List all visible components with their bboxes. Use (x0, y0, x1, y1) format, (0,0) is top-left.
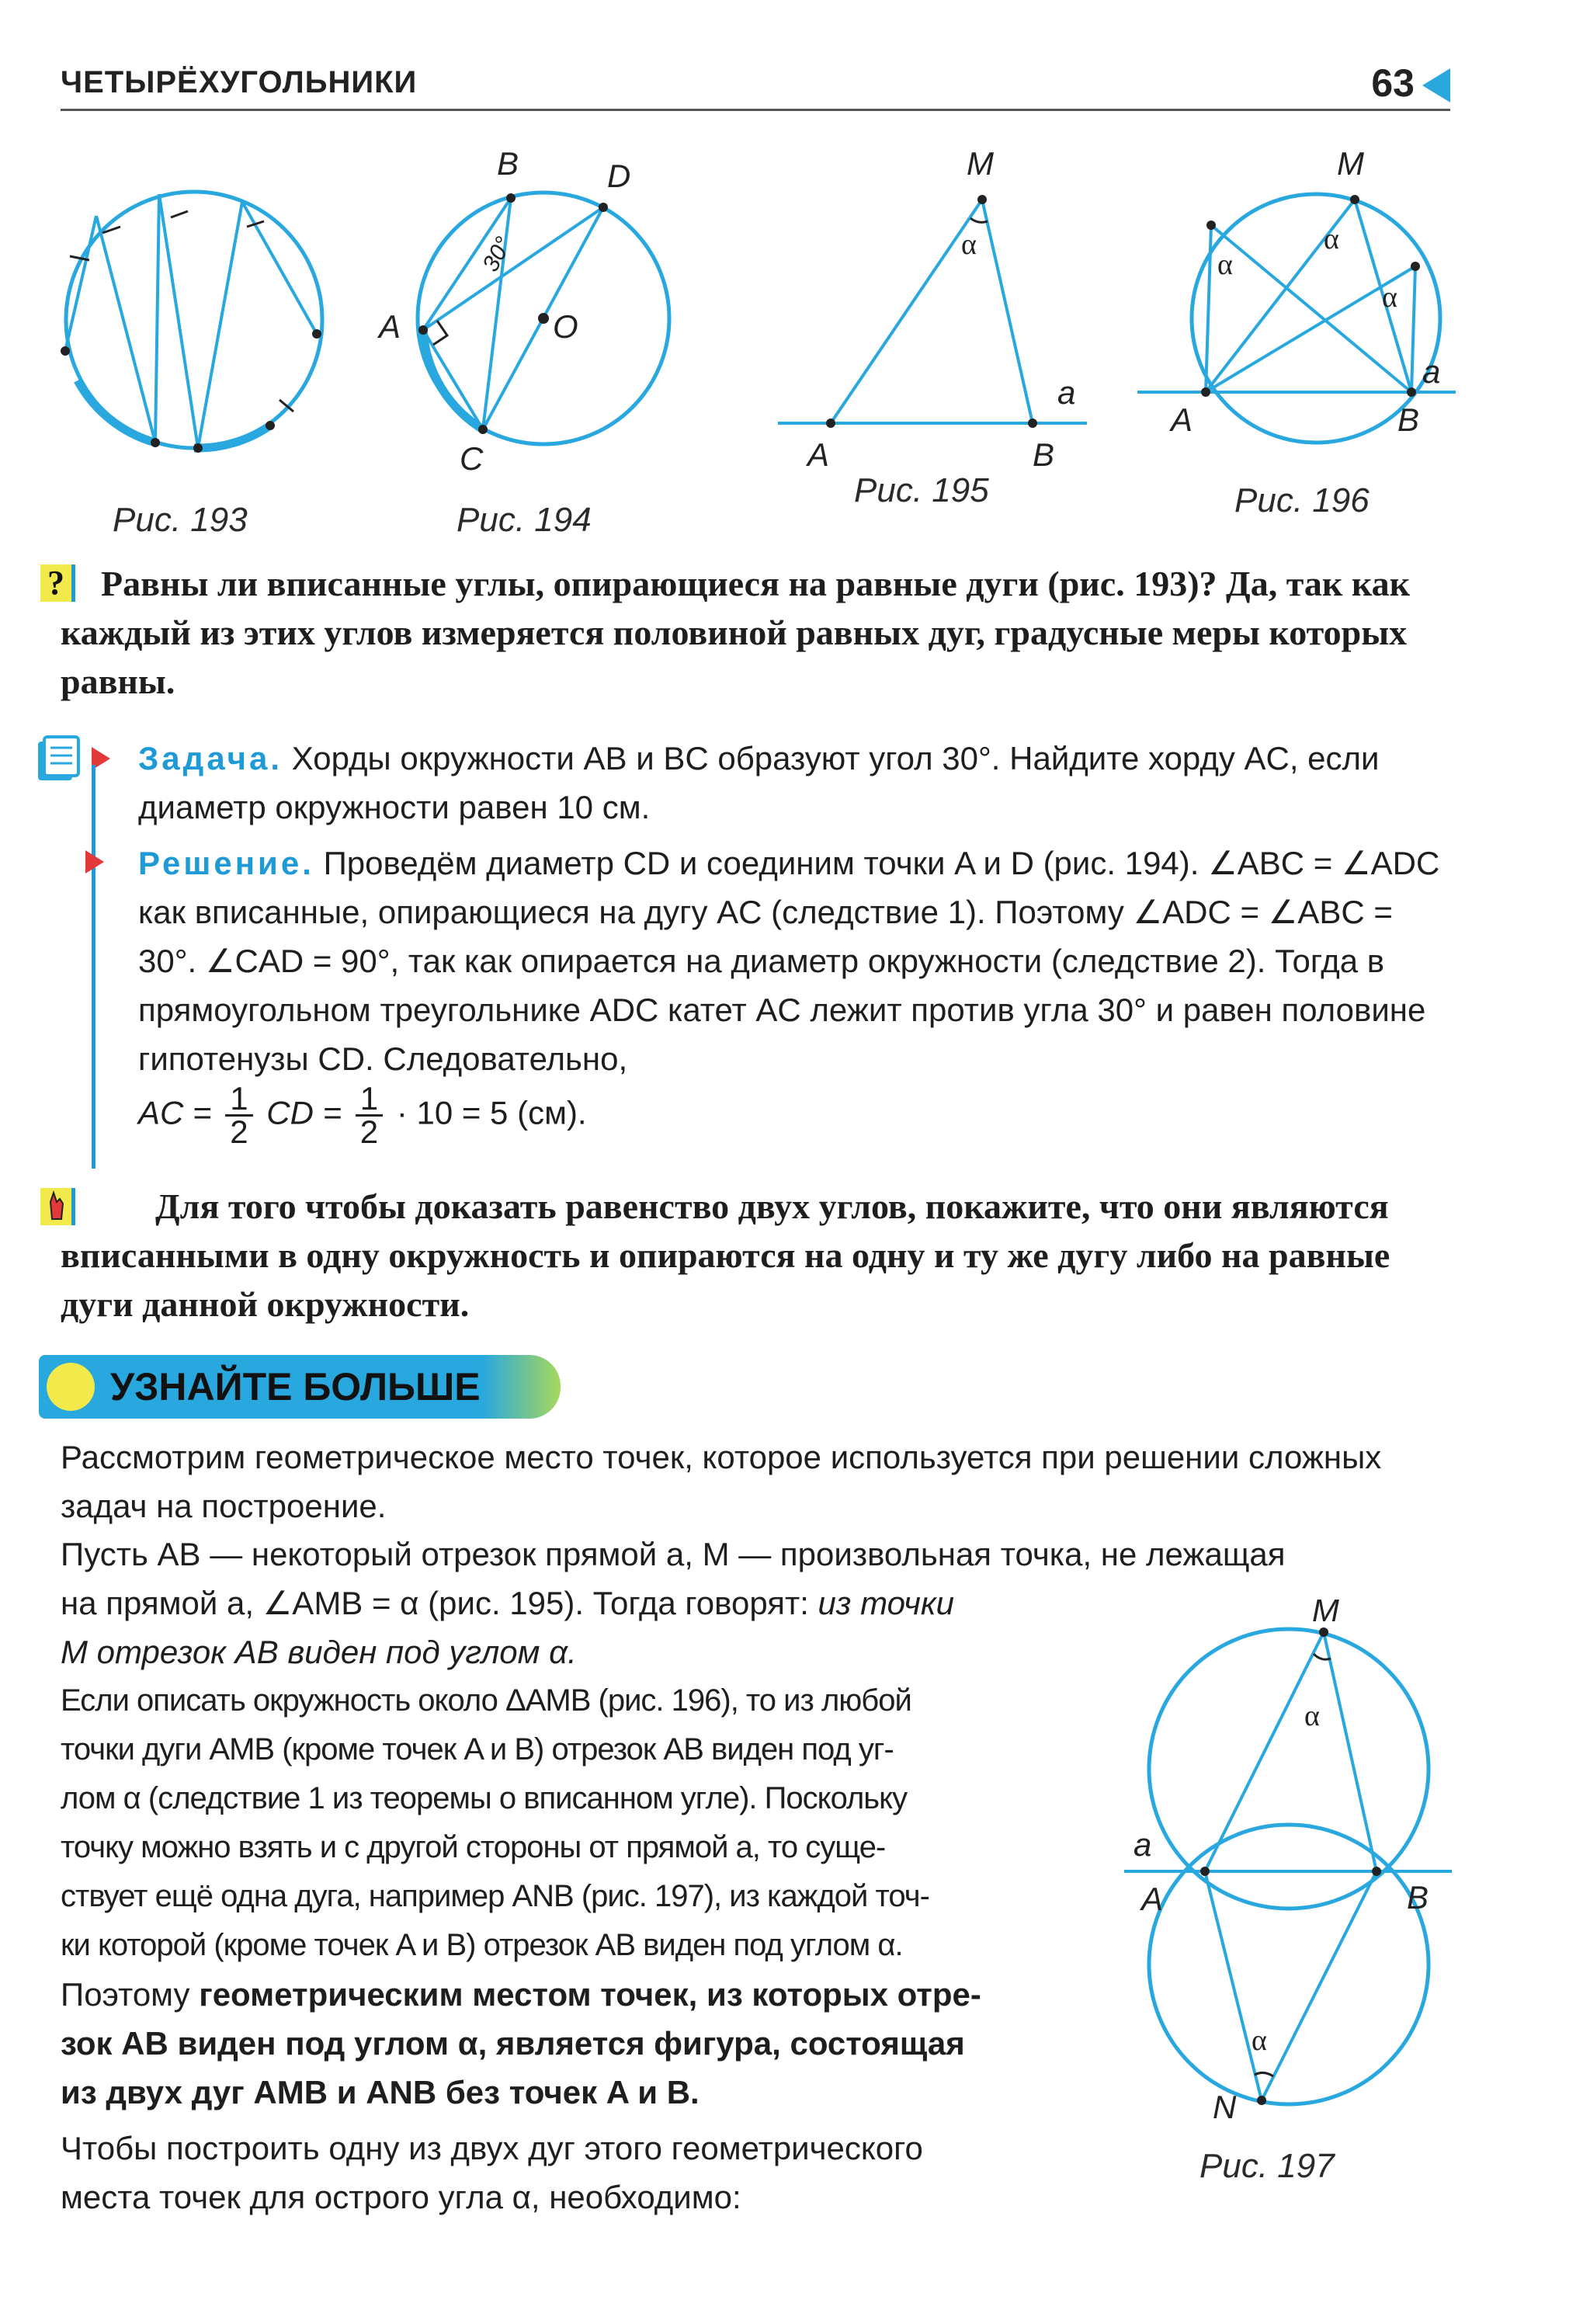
task-text: Хорды окружности AB и BC образуют угол 30°. Найдите хорду AC, если диаметр окружности равен 10 см. (138, 740, 1380, 825)
stack-books-icon (47, 1363, 95, 1411)
fig196-label-alpha-3: α (1382, 281, 1397, 314)
task-label: Задача. (138, 740, 283, 776)
fig194-label-A: A (379, 308, 401, 345)
figure-196-caption: Рис. 196 (1234, 481, 1370, 519)
formula-fraction-1: $\frac{1}{2}$ (225, 1083, 252, 1148)
figure-196 (1133, 144, 1460, 478)
fig195-label-a: a (1057, 374, 1076, 411)
fig196-label-a: a (1422, 353, 1441, 390)
figure-194 (365, 144, 691, 485)
fig194-angle-label: 30° (477, 232, 517, 276)
fig197-label-alpha-top: α (1304, 1700, 1320, 1732)
more-paragraph-4 (61, 1970, 1116, 2117)
fig194-label-B: B (497, 145, 519, 182)
learn-more-banner (39, 1355, 561, 1419)
more-p2b-plain: на прямой a, ∠AMB = α (рис. 195). Тогда говорят: (61, 1585, 809, 1621)
fig196-label-M: M (1337, 145, 1364, 182)
question-mark-icon: ? (40, 564, 75, 602)
p4-bold-line: зок AB виден под углом α, является фигура, состоящая (61, 2025, 965, 2062)
chapter-title: ЧЕТЫРЁХУГОЛЬНИКИ (61, 65, 418, 99)
formula-mid-1: CD = (266, 1094, 342, 1131)
page-number: 63 (1371, 61, 1415, 105)
fig195-label-A: A (807, 436, 830, 473)
fig197-label-alpha-bottom: α (1252, 2024, 1267, 2057)
figure-197 (1118, 1600, 1460, 2128)
p3-line: ствует ещё одна дуга, например ANB (рис. 197), из каждой точ- (61, 1879, 929, 1913)
solution-paragraph (138, 839, 1450, 1083)
task-paragraph (138, 734, 1450, 832)
fig195-label-alpha: α (961, 228, 977, 261)
figure-195-caption: Рис. 195 (854, 471, 989, 509)
p3-line: лом α (следствие 1 из теоремы о вписанном угле). Поскольку (61, 1781, 908, 1815)
figure-195 (769, 144, 1110, 478)
solution-formula (138, 1080, 915, 1150)
p5-line: места точек для острого угла α, необходимо: (61, 2179, 741, 2215)
p4-plain: Поэтому (61, 1976, 190, 2013)
solution-marker-icon (85, 850, 104, 874)
more-paragraph-2a: Пусть AB — некоторый отрезок прямой a, M — произвольная точка, не лежащая (61, 1536, 1286, 1572)
fig197-label-N: N (1213, 2089, 1237, 2125)
p3-line: Если описать окружность около ΔAMB (рис. 196), то из любой (61, 1683, 911, 1718)
fig197-label-A: A (1141, 1881, 1164, 1917)
more-paragraph-5 (61, 2124, 1116, 2222)
question-text: Равны ли вписанные углы, опирающиеся на равные дуги (рис. 193)? Да, так как каждый из этих углов измеряется половиной равных дуг, градусные меры которых равны. (61, 564, 1411, 701)
figure-193 (47, 179, 342, 466)
fig195-label-B: B (1033, 436, 1055, 473)
fig197-label-M: M (1312, 1600, 1339, 1628)
p5-line: Чтобы построить одну из двух дуг этого геометрического (61, 2130, 923, 2166)
p3-line: точку можно взять и с другой стороны от прямой a, то суще- (61, 1830, 886, 1864)
fig194-label-O: O (553, 308, 578, 345)
p3-line: ки которой (кроме точек A и B) отрезок AB виден под углом α. (61, 1928, 903, 1962)
solution-label: Решение. (138, 845, 314, 881)
formula-mid-2: · 10 = 5 (см). (396, 1094, 587, 1131)
banner-title: УЗНАЙТЕ БОЛЬШЕ (110, 1365, 481, 1409)
fig196-label-B: B (1397, 401, 1420, 438)
p4-bold-line: из двух дуг AMB и ANB без точек A и B. (61, 2074, 700, 2110)
formula-fraction-2: $\frac{1}{2}$ (356, 1083, 383, 1148)
fig196-label-alpha-2: α (1324, 223, 1339, 255)
page-header (61, 61, 1450, 111)
fig197-label-B: B (1407, 1879, 1429, 1916)
p4-bold-line: геометрическим местом точек, из которых отре- (199, 1976, 981, 2013)
figure-197-caption: Рис. 197 (1199, 2147, 1335, 2185)
more-paragraph-1: Рассмотрим геометрическое место точек, которое используется при решении сложных задач на построение. (61, 1439, 1382, 1524)
p3-line: точки дуги AMB (кроме точек A и B) отрезок AB виден под уг- (61, 1732, 894, 1766)
more-paragraph-3 (61, 1676, 1116, 1970)
fig195-label-M: M (967, 145, 994, 182)
tip-text: Для того чтобы доказать равенство двух углов, покажите, что они являются вписанными в одну окружность и опираются на одну и ту же дугу либо на равные дуги данной окружности. (61, 1186, 1390, 1324)
fig194-label-D: D (607, 158, 631, 194)
fig196-label-alpha-1: α (1217, 248, 1233, 281)
solution-text: Проведём диаметр CD и соединим точки A и D (рис. 194). ∠ABC = ∠ADC как вписанные, опирающиеся на дугу AC (следствие 1). Поэтому ∠ADC = ∠ABC = 30°. ∠CAD = 90°, так как опирается на диаметр окружности (следствие 2). Тогда в прямоугольном треугольнике ADC катет AC лежит против угла 30° и равен половине гипотенузы CD. Следовательно, (138, 845, 1440, 1077)
task-side-line (92, 765, 95, 1169)
page-marker-icon (1422, 68, 1450, 102)
fig197-label-a: a (1133, 1826, 1152, 1863)
fig196-label-A: A (1171, 401, 1193, 438)
more-p2b-italic: из точки (818, 1585, 955, 1621)
more-paragraph-2d: M отрезок AB виден под углом α. (61, 1634, 577, 1670)
fig194-label-C: C (460, 440, 484, 477)
more-paragraph-2b (61, 1579, 1109, 1627)
figure-193-caption: Рис. 193 (113, 501, 248, 539)
figure-194-caption: Рис. 194 (457, 501, 592, 539)
task-book-icon (35, 734, 91, 788)
formula-lhs: AC = (138, 1094, 212, 1131)
